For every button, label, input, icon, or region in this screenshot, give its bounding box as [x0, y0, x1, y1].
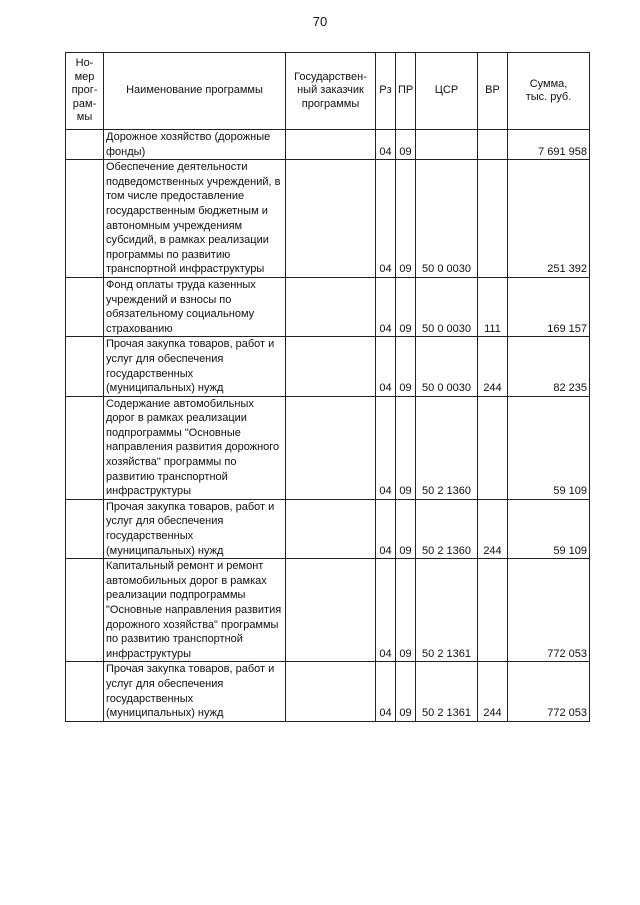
cell-state-customer: [286, 396, 376, 499]
cell-state-customer: [286, 337, 376, 396]
cell-vr: [478, 396, 508, 499]
table-row: [66, 277, 590, 336]
cell-program-number: [66, 662, 104, 721]
cell-program-name: Прочая закупка товаров, работ и услуг для обеспечения государственных (муниципальных) нужд: [104, 337, 286, 396]
header-pr: ПР: [396, 53, 416, 130]
cell-sum: 772 053: [508, 559, 590, 662]
table-row: [66, 662, 590, 721]
cell-pr: 09: [396, 499, 416, 558]
table-row: [66, 499, 590, 558]
cell-csr: 50 2 1361: [416, 559, 478, 662]
header-vr: ВР: [478, 53, 508, 130]
cell-program-number: [66, 337, 104, 396]
cell-csr: 50 2 1360: [416, 396, 478, 499]
cell-state-customer: [286, 499, 376, 558]
cell-rz: 04: [376, 499, 396, 558]
cell-pr: 09: [396, 277, 416, 336]
cell-rz: 04: [376, 559, 396, 662]
cell-program-name: Прочая закупка товаров, работ и услуг для обеспечения государственных (муниципальных) нужд: [104, 662, 286, 721]
cell-vr: [478, 559, 508, 662]
cell-vr: 244: [478, 337, 508, 396]
cell-sum: 82 235: [508, 337, 590, 396]
cell-pr: 09: [396, 559, 416, 662]
cell-vr: 111: [478, 277, 508, 336]
header-program-name: Наименование программы: [104, 53, 286, 130]
cell-csr: 50 0 0030: [416, 277, 478, 336]
cell-sum: 7 691 958: [508, 130, 590, 160]
cell-program-name: Дорожное хозяйство (дорожные фонды): [104, 130, 286, 160]
cell-pr: 09: [396, 396, 416, 499]
page-number: 70: [312, 14, 328, 29]
cell-csr: 50 0 0030: [416, 337, 478, 396]
header-row: [66, 53, 590, 130]
cell-rz: 04: [376, 337, 396, 396]
table-row: [66, 396, 590, 499]
cell-state-customer: [286, 277, 376, 336]
cell-vr: 244: [478, 499, 508, 558]
cell-csr: 50 0 0030: [416, 160, 478, 278]
header-state-customer: Государствен- ный заказчик программы: [286, 53, 376, 130]
cell-vr: [478, 160, 508, 278]
cell-program-name: Обеспечение деятельности подведомственных учреждений, в том числе предоставление государственным бюджетным и автономным учреждениям субсидий, в рамках реализации программы по развитию транспортной инфраструктуры: [104, 160, 286, 278]
cell-program-name: Фонд оплаты труда казенных учреждений и взносы по обязательному социальному страхованию: [104, 277, 286, 336]
cell-program-name: Капитальный ремонт и ремонт автомобильных дорог в рамках реализации подпрограммы "Основные направления развития дорожного хозяйства" программы по развитию транспортной инфраструктуры: [104, 559, 286, 662]
table-row: [66, 160, 590, 278]
cell-program-number: [66, 277, 104, 336]
cell-program-number: [66, 160, 104, 278]
cell-state-customer: [286, 662, 376, 721]
cell-csr: 50 2 1360: [416, 499, 478, 558]
cell-pr: 09: [396, 160, 416, 278]
table-row: [66, 559, 590, 662]
header-csr: ЦСР: [416, 53, 478, 130]
cell-rz: 04: [376, 160, 396, 278]
cell-rz: 04: [376, 396, 396, 499]
cell-program-number: [66, 396, 104, 499]
cell-program-number: [66, 499, 104, 558]
cell-state-customer: [286, 559, 376, 662]
header-rz: Рз: [376, 53, 396, 130]
cell-pr: 09: [396, 130, 416, 160]
cell-rz: 04: [376, 662, 396, 721]
cell-sum: 251 392: [508, 160, 590, 278]
cell-sum: 59 109: [508, 396, 590, 499]
cell-program-number: [66, 559, 104, 662]
cell-sum: 169 157: [508, 277, 590, 336]
cell-pr: 09: [396, 662, 416, 721]
cell-csr: [416, 130, 478, 160]
cell-vr: 244: [478, 662, 508, 721]
cell-rz: 04: [376, 130, 396, 160]
cell-vr: [478, 130, 508, 160]
table-row: [66, 130, 590, 160]
table-row: [66, 337, 590, 396]
cell-sum: 772 053: [508, 662, 590, 721]
cell-rz: 04: [376, 277, 396, 336]
cell-csr: 50 2 1361: [416, 662, 478, 721]
header-sum: Сумма, тыс. руб.: [508, 53, 590, 130]
cell-pr: 09: [396, 337, 416, 396]
cell-program-name: Содержание автомобильных дорог в рамках реализации подпрограммы "Основные направления развития дорожного хозяйства" программы по развитию транспортной инфраструктуры: [104, 396, 286, 499]
cell-state-customer: [286, 130, 376, 160]
budget-table: [65, 52, 590, 722]
cell-program-name: Прочая закупка товаров, работ и услуг для обеспечения государственных (муниципальных) нужд: [104, 499, 286, 558]
cell-state-customer: [286, 160, 376, 278]
cell-program-number: [66, 130, 104, 160]
header-program-number: Но- мер прог- рам- мы: [66, 53, 104, 130]
cell-sum: 59 109: [508, 499, 590, 558]
